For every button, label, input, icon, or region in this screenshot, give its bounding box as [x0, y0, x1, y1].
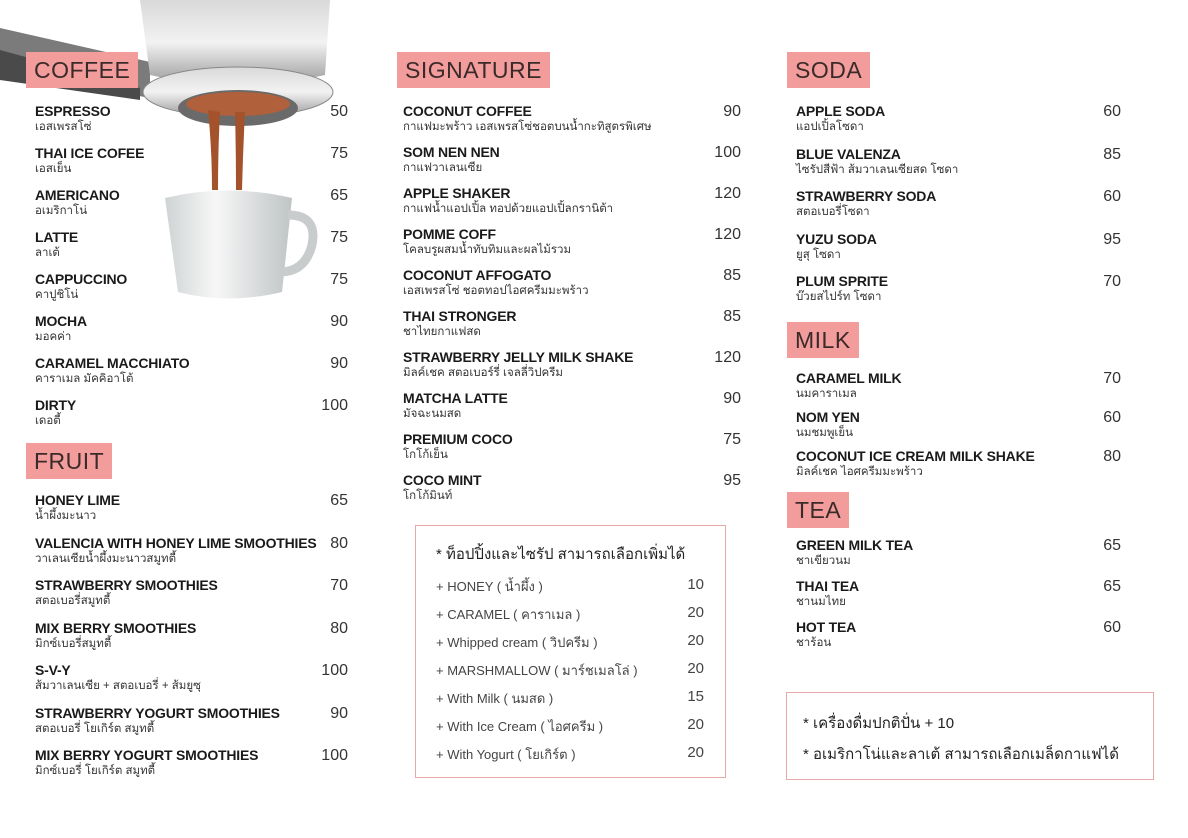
menu-item — [35, 229, 348, 261]
item-price: 95 — [723, 472, 741, 489]
item-price: 90 — [330, 704, 348, 722]
menu-item — [796, 273, 1121, 305]
item-name: CAPPUCCINO — [35, 271, 128, 287]
item-thai-name: มิกซ์เบอรี่ โยเกิร์ต สมูทตี้ — [35, 765, 156, 777]
topping-label: + HONEY ( น้ำผึ้ง ) — [436, 579, 543, 594]
item-price: 75 — [723, 431, 741, 448]
item-name: AMERICANO — [35, 187, 120, 203]
menu-item — [35, 355, 348, 387]
item-price: 80 — [1103, 448, 1121, 465]
menu-item — [403, 431, 741, 463]
item-thai-name: ชาร้อน — [796, 637, 832, 649]
topping-price: 20 — [687, 744, 704, 761]
item-thai-name: สตอเบอรี่ โยเกิร์ต สมูทตี้ — [35, 722, 155, 735]
menu-item — [796, 188, 1121, 220]
item-thai-name: สตอเบอรี่โซดา — [796, 206, 870, 218]
item-thai-name: คาปูชิโน่ — [35, 289, 79, 301]
item-name: PREMIUM COCO — [403, 431, 513, 447]
menu-item — [403, 185, 741, 217]
item-thai-name: เอสเพรสโซ่ ชอตทอปไอศครีมมะพร้าว — [403, 285, 589, 297]
item-price: 95 — [1103, 230, 1121, 248]
item-thai-name: อเมริกาโน่ — [35, 205, 88, 217]
item-name: VALENCIA WITH HONEY LIME SMOOTHIES — [35, 534, 317, 551]
menu-item — [796, 448, 1121, 480]
item-price: 100 — [714, 144, 741, 161]
notes-box — [786, 692, 1154, 780]
menu-item — [35, 535, 348, 567]
item-name: THAI ICE COFEE — [35, 145, 145, 161]
menu-item — [403, 390, 741, 422]
menu-item — [403, 267, 741, 299]
menu-item — [403, 226, 741, 258]
topping-item — [436, 660, 704, 681]
item-thai-name: ชานมไทย — [796, 596, 846, 608]
item-thai-name: วาเลนเซียน้ำผึ้งมะนาวสมูทตี้ — [35, 552, 177, 565]
item-name: SOM NEN NEN — [403, 144, 500, 160]
item-thai-name: มิลค์เชค สตอเบอร์รี่ เจลลี่วิปครีม — [403, 367, 563, 379]
menu-item — [796, 537, 1121, 569]
section-heading-soda: SODA — [787, 52, 870, 88]
topping-item — [436, 576, 704, 597]
item-price: 120 — [714, 226, 741, 243]
item-name: PLUM SPRITE — [796, 273, 888, 289]
item-name: BLUE VALENZA — [796, 145, 901, 162]
item-thai-name: ส้มวาเลนเซีย + สตอเบอรี่ + ส้มยูซุ — [35, 680, 201, 692]
menu-item — [796, 619, 1121, 651]
item-name: S-V-Y — [35, 662, 71, 678]
item-price: 120 — [714, 185, 741, 202]
item-price: 100 — [321, 747, 348, 764]
section-heading-tea: TEA — [787, 492, 849, 528]
toppings-title: * ท็อปปิ้งและไซรัป สามารถเลือกเพิ่มได้ — [436, 546, 686, 563]
item-name: HONEY LIME — [35, 492, 120, 508]
menu-item — [796, 578, 1121, 610]
item-thai-name: กาแฟวาเลนเซีย — [403, 162, 483, 174]
item-price: 90 — [330, 355, 348, 372]
item-price: 85 — [1103, 145, 1121, 163]
menu-item — [35, 705, 348, 737]
item-name: GREEN MILK TEA — [796, 537, 913, 553]
item-thai-name: คาราเมล มัคคิอาโต้ — [35, 373, 134, 385]
menu-item — [796, 370, 1121, 402]
menu-item — [796, 103, 1121, 135]
menu-item — [35, 577, 348, 609]
note-blended: * เครื่องดื่มปกติปั่น + 10 — [803, 715, 955, 732]
topping-price: 20 — [687, 604, 704, 621]
item-price: 65 — [1103, 537, 1121, 554]
item-price: 90 — [723, 103, 741, 120]
item-thai-name: มิกซ์เบอรี่สมูทตี้ — [35, 637, 112, 650]
topping-label: + With Milk ( นมสด ) — [436, 691, 554, 706]
menu-item — [796, 409, 1121, 441]
menu-item — [35, 187, 348, 219]
item-name: HOT TEA — [796, 619, 857, 635]
menu-item — [796, 231, 1121, 263]
item-price: 50 — [330, 103, 348, 120]
menu-item — [403, 103, 741, 135]
topping-price: 10 — [687, 576, 704, 593]
item-price: 75 — [330, 145, 348, 162]
menu-item — [403, 472, 741, 504]
item-name: MOCHA — [35, 313, 87, 329]
item-thai-name: มอคค่า — [35, 331, 72, 343]
menu-item — [35, 620, 348, 652]
item-name: COCONUT COFFEE — [403, 103, 532, 119]
item-thai-name: โกโก้มินท์ — [403, 490, 453, 502]
item-price: 60 — [1103, 409, 1121, 426]
item-price: 65 — [330, 492, 348, 509]
topping-price: 15 — [687, 688, 704, 705]
menu-item — [35, 492, 348, 524]
item-price: 65 — [330, 187, 348, 204]
item-price: 60 — [1103, 619, 1121, 636]
item-name: COCO MINT — [403, 472, 482, 488]
item-thai-name: สตอเบอรี่สมูทตี้ — [35, 595, 111, 607]
toppings-box — [415, 525, 726, 778]
item-name: CARAMEL MILK — [796, 370, 902, 386]
item-name: APPLE SHAKER — [403, 185, 511, 201]
item-name: STRAWBERRY SODA — [796, 188, 937, 204]
item-name: DIRTY — [35, 397, 77, 413]
item-price: 120 — [714, 349, 741, 366]
item-name: NOM YEN — [796, 409, 860, 425]
item-name: MIX BERRY YOGURT SMOOTHIES — [35, 747, 259, 763]
topping-label: + CARAMEL ( คาราเมล ) — [436, 607, 581, 622]
item-name: THAI STRONGER — [403, 308, 517, 324]
item-price: 60 — [1103, 103, 1121, 120]
item-thai-name: ลาเต้ — [35, 247, 60, 259]
topping-item — [436, 604, 704, 625]
item-price: 90 — [330, 313, 348, 330]
section-heading-signature: SIGNATURE — [397, 52, 550, 88]
menu-item — [35, 397, 348, 429]
topping-label: + Whipped cream ( วิปครีม ) — [436, 635, 598, 650]
item-thai-name: ยูสุ โซดา — [796, 248, 841, 261]
item-price: 85 — [723, 267, 741, 284]
item-price: 70 — [330, 577, 348, 594]
item-price: 80 — [330, 619, 348, 637]
item-thai-name: ไซรัปสีฟ้า ส้มวาเลนเซียสด โซดา — [796, 163, 959, 176]
menu-item — [796, 146, 1121, 178]
item-thai-name: แอปเปิ้ลโซดา — [796, 121, 864, 133]
section-heading-fruit: FRUIT — [26, 443, 112, 479]
menu-item — [403, 144, 741, 176]
menu-item — [35, 313, 348, 345]
menu-item — [403, 308, 741, 340]
item-name: CARAMEL MACCHIATO — [35, 355, 190, 371]
item-price: 100 — [321, 397, 348, 414]
item-name: POMME COFF — [403, 226, 496, 242]
item-thai-name: กาแฟมะพร้าว เอสเพรสโซ่ชอตบนน้ำกะทิสูตรพิเศษ — [403, 121, 652, 133]
item-price: 100 — [321, 662, 348, 679]
item-name: STRAWBERRY YOGURT SMOOTHIES — [35, 704, 280, 721]
item-price: 90 — [723, 390, 741, 407]
item-name: MATCHA LATTE — [403, 390, 508, 406]
item-thai-name: โกโก้เย็น — [403, 449, 448, 461]
item-price: 65 — [1103, 578, 1121, 595]
topping-price: 20 — [687, 716, 704, 733]
item-name: COCONUT AFFOGATO — [403, 267, 552, 283]
menu-item — [403, 349, 741, 381]
item-thai-name: มัจฉะนมสด — [403, 408, 462, 420]
item-name: STRAWBERRY JELLY MILK SHAKE — [403, 349, 634, 365]
menu-item — [35, 747, 348, 779]
item-thai-name: ชาเขียวนม — [796, 555, 851, 567]
topping-item — [436, 632, 704, 653]
item-name: THAI TEA — [796, 578, 859, 594]
topping-price: 20 — [687, 660, 704, 677]
topping-item — [436, 744, 704, 765]
topping-label: + MARSHMALLOW ( มาร์ชเมลโล่ ) — [436, 663, 638, 678]
topping-label: + With Yogurt ( โยเกิร์ต ) — [436, 747, 576, 762]
menu-item — [35, 662, 348, 694]
menu-item — [35, 145, 348, 177]
item-price: 80 — [330, 534, 348, 552]
item-thai-name: กาแฟน้ำแอปเปิ้ล ทอปด้วยแอปเปิ้ลกรานิต้า — [403, 203, 614, 215]
item-price: 85 — [723, 308, 741, 325]
item-thai-name: เดอตี้ — [35, 415, 61, 427]
section-heading-coffee: COFFEE — [26, 52, 138, 88]
item-name: COCONUT ICE CREAM MILK SHAKE — [796, 448, 1035, 464]
item-name: APPLE SODA — [796, 103, 886, 119]
item-price: 70 — [1103, 370, 1121, 387]
item-thai-name: ชาไทยกาแฟสด — [403, 326, 481, 338]
item-thai-name: โคลบรูผสมน้ำทับทิมและผลไม้รวม — [403, 244, 572, 256]
item-thai-name: น้ำผึ้งมะนาว — [35, 510, 97, 522]
item-name: YUZU SODA — [796, 230, 877, 247]
item-name: STRAWBERRY SMOOTHIES — [35, 577, 218, 593]
menu-item — [35, 103, 348, 135]
item-thai-name: เอสเย็น — [35, 163, 72, 175]
item-name: LATTE — [35, 229, 79, 245]
item-price: 75 — [330, 271, 348, 288]
item-thai-name: นมชมพูเย็น — [796, 427, 853, 439]
topping-item — [436, 716, 704, 737]
item-thai-name: เอสเพรสโซ่ — [35, 121, 92, 133]
item-price: 70 — [1103, 273, 1121, 290]
item-thai-name: มิลค์เชค ไอศครีมมะพร้าว — [796, 466, 923, 478]
topping-price: 20 — [687, 632, 704, 649]
note-coffee-beans: * อเมริกาโน่และลาเต้ สามารถเลือกเมล็ดกาแฟได้ — [803, 746, 1119, 763]
section-heading-milk: MILK — [787, 322, 859, 358]
topping-item — [436, 688, 704, 709]
item-name: MIX BERRY SMOOTHIES — [35, 619, 197, 636]
item-name: ESPRESSO — [35, 103, 111, 119]
item-price: 60 — [1103, 188, 1121, 205]
item-thai-name: นมคาราเมล — [796, 388, 857, 400]
menu-item — [35, 271, 348, 303]
topping-label: + With Ice Cream ( ไอศครีม ) — [436, 719, 604, 734]
item-thai-name: บ๊วยสไปร์ท โซดา — [796, 291, 882, 303]
item-price: 75 — [330, 229, 348, 246]
